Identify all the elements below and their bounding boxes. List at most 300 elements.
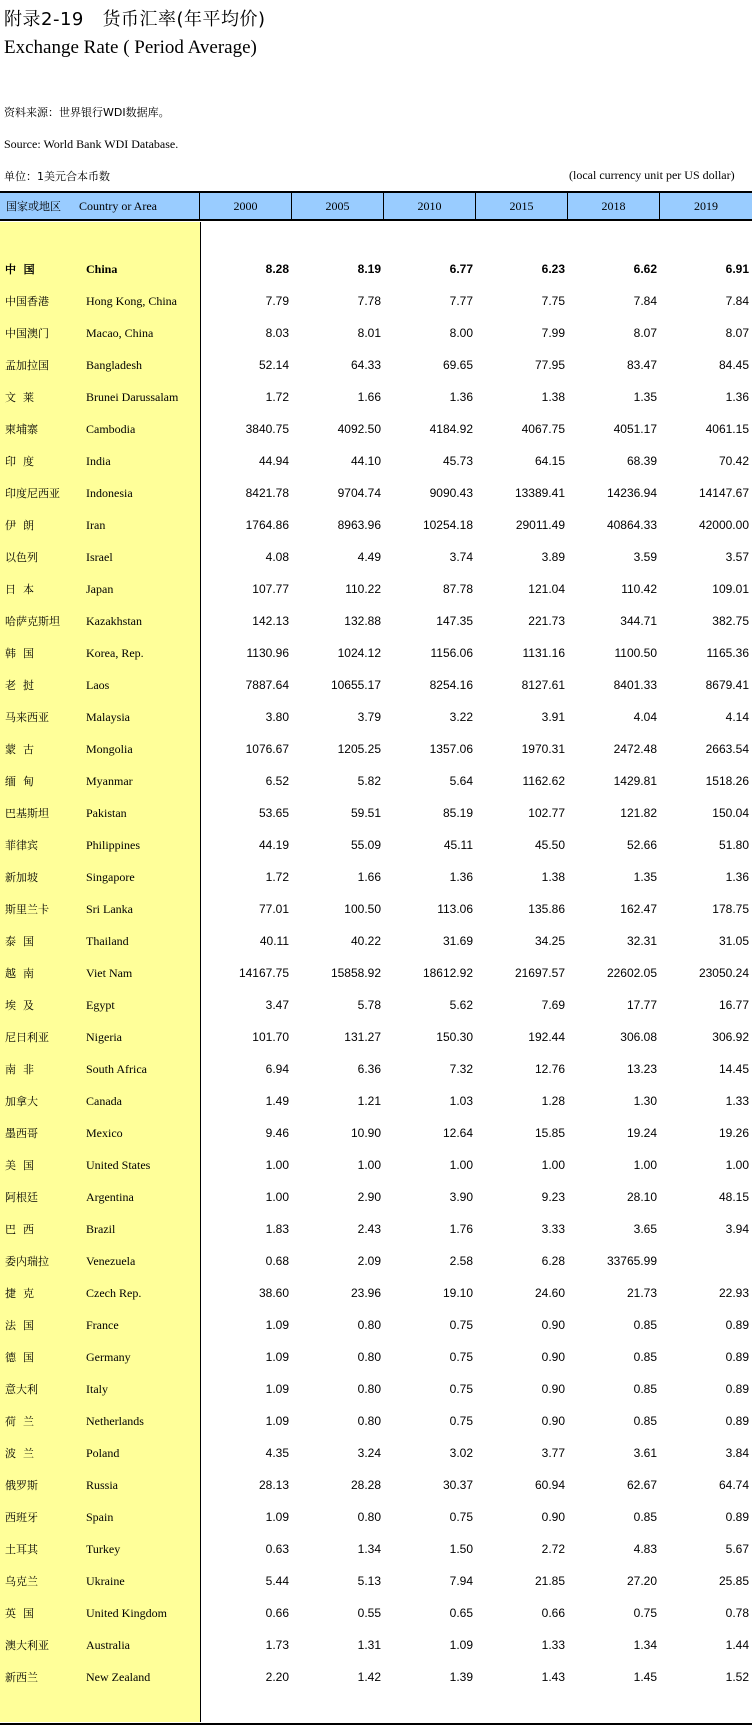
rate-value: 4067.75	[521, 422, 565, 436]
rate-value: 344.71	[620, 614, 657, 628]
table-row	[0, 1341, 752, 1373]
rate-value: 8963.96	[337, 518, 381, 532]
country-name-cn: 波 兰	[5, 1447, 34, 1460]
rate-value: 2.58	[449, 1254, 473, 1268]
rate-value: 28.28	[350, 1478, 381, 1492]
country-name-cn: 意大利	[5, 1383, 38, 1396]
rate-value: 7.79	[265, 294, 289, 308]
rate-value: 9704.74	[337, 486, 381, 500]
rate-value: 45.50	[534, 838, 565, 852]
rate-value: 7887.64	[245, 678, 289, 692]
country-name-en: Cambodia	[86, 421, 136, 436]
rate-value: 30.37	[442, 1478, 473, 1492]
rate-value: 1.36	[449, 870, 473, 884]
header-year: 2010	[384, 193, 476, 219]
country-name-cn: 委内瑞拉	[5, 1255, 49, 1268]
country-name-en: New Zealand	[86, 1669, 151, 1684]
rate-value: 84.45	[718, 358, 749, 372]
rate-value: 1.45	[633, 1670, 657, 1684]
rate-value: 17.77	[626, 998, 657, 1012]
rate-value: 9.23	[541, 1190, 565, 1204]
rate-value: 1.09	[265, 1414, 289, 1428]
table-row	[0, 573, 752, 605]
country-name-cn: 中国香港	[5, 295, 49, 308]
country-name-en: Germany	[86, 1349, 131, 1364]
rate-value: 1970.31	[521, 742, 565, 756]
rate-value: 77.01	[258, 902, 289, 916]
rate-value: 1.00	[725, 1158, 749, 1172]
rate-value: 0.65	[449, 1606, 473, 1620]
table-row	[0, 509, 752, 541]
country-name-cn: 尼日利亚	[5, 1031, 49, 1044]
country-name-cn: 埃 及	[5, 999, 34, 1012]
rate-value: 1.34	[633, 1638, 657, 1652]
rate-value: 0.85	[633, 1382, 657, 1396]
rate-value: 4092.50	[337, 422, 381, 436]
rate-value: 8.19	[357, 262, 381, 276]
table-header	[0, 191, 752, 221]
table-row	[0, 413, 752, 445]
rate-value: 0.66	[541, 1606, 565, 1620]
country-name-en: Thailand	[86, 933, 129, 948]
rate-value: 0.66	[265, 1606, 289, 1620]
table-row	[0, 1021, 752, 1053]
rate-value: 3.59	[633, 550, 657, 564]
rate-value: 0.89	[725, 1350, 749, 1364]
country-name-en: Mongolia	[86, 741, 133, 756]
country-name-cn: 美 国	[5, 1159, 34, 1172]
country-name-en: Bangladesh	[86, 357, 142, 372]
rate-value: 0.78	[725, 1606, 749, 1620]
rate-value: 69.65	[442, 358, 473, 372]
table-row	[0, 381, 752, 413]
rate-value: 1.21	[357, 1094, 381, 1108]
rate-value: 0.89	[725, 1414, 749, 1428]
country-name-en: Italy	[86, 1381, 108, 1396]
rate-value: 1.73	[265, 1638, 289, 1652]
rate-value: 0.80	[357, 1382, 381, 1396]
rate-value: 85.19	[442, 806, 473, 820]
rate-value: 21.85	[534, 1574, 565, 1588]
rate-value: 53.65	[258, 806, 289, 820]
unit-note-en: (local currency unit per US dollar)	[569, 168, 735, 182]
rate-value: 135.86	[528, 902, 565, 916]
rate-value: 8.00	[449, 326, 473, 340]
table-row	[0, 1405, 752, 1437]
rate-value: 192.44	[528, 1030, 565, 1044]
rate-value: 0.75	[449, 1414, 473, 1428]
rate-value: 1131.16	[522, 646, 565, 660]
rate-value: 9.46	[265, 1126, 289, 1140]
rate-value: 27.20	[626, 1574, 657, 1588]
country-name-cn: 捷 克	[5, 1287, 34, 1300]
rate-value: 150.30	[436, 1030, 473, 1044]
rate-value: 1076.67	[245, 742, 289, 756]
country-name-en: Argentina	[86, 1189, 134, 1204]
country-name-cn: 新加坡	[5, 871, 38, 884]
rate-value: 0.90	[541, 1510, 565, 1524]
country-name-en: Turkey	[86, 1541, 121, 1556]
rate-value: 0.55	[357, 1606, 381, 1620]
rate-value: 1.33	[541, 1638, 565, 1652]
rate-value: 8254.16	[429, 678, 473, 692]
rate-value: 1.09	[265, 1382, 289, 1396]
rate-value: 113.06	[437, 902, 473, 916]
country-name-en: Spain	[86, 1509, 114, 1524]
rate-value: 107.77	[252, 582, 289, 596]
rate-value: 19.10	[442, 1286, 473, 1300]
page-title-en: Exchange Rate ( Period Average)	[4, 37, 257, 58]
rate-value: 31.05	[718, 934, 749, 948]
rate-value: 0.89	[725, 1382, 749, 1396]
rate-value: 101.70	[252, 1030, 289, 1044]
rate-value: 4.08	[265, 550, 289, 564]
rate-value: 0.80	[357, 1350, 381, 1364]
rate-value: 1.39	[449, 1670, 473, 1684]
rate-value: 28.10	[626, 1190, 657, 1204]
rate-value: 5.44	[265, 1574, 289, 1588]
table-bottom-rule	[0, 1723, 752, 1725]
rate-value: 1.00	[265, 1190, 289, 1204]
rate-value: 1.28	[541, 1094, 565, 1108]
rate-value: 6.91	[725, 262, 749, 276]
rate-value: 0.85	[633, 1318, 657, 1332]
rate-value: 0.90	[541, 1318, 565, 1332]
rate-value: 1.72	[265, 870, 289, 884]
rate-value: 8401.33	[613, 678, 657, 692]
table-row	[0, 797, 752, 829]
rate-value: 6.52	[265, 774, 289, 788]
rate-value: 8127.61	[521, 678, 565, 692]
country-name-cn: 孟加拉国	[5, 359, 49, 372]
rate-value: 6.23	[541, 262, 565, 276]
table-row	[0, 1469, 752, 1501]
rate-value: 7.84	[633, 294, 657, 308]
rate-value: 21697.57	[514, 966, 565, 980]
rate-value: 13389.41	[514, 486, 565, 500]
country-name-en: India	[86, 453, 111, 468]
rate-value: 2.09	[357, 1254, 381, 1268]
rate-value: 44.10	[350, 454, 381, 468]
rate-value: 306.92	[712, 1030, 749, 1044]
rate-value: 1.66	[357, 390, 381, 404]
country-name-cn: 荷 兰	[5, 1415, 34, 1428]
table-row	[0, 445, 752, 477]
rate-value: 22.93	[718, 1286, 749, 1300]
country-name-en: Netherlands	[86, 1413, 144, 1428]
country-name-cn: 德 国	[5, 1351, 34, 1364]
country-name-cn: 中国澳门	[5, 327, 49, 340]
rate-value: 221.73	[528, 614, 565, 628]
rate-value: 59.51	[350, 806, 381, 820]
rate-value: 60.94	[534, 1478, 565, 1492]
rate-value: 1.09	[265, 1318, 289, 1332]
rate-value: 8.03	[265, 326, 289, 340]
rate-value: 1.43	[541, 1670, 565, 1684]
rate-value: 4.35	[265, 1446, 289, 1460]
rate-value: 4.04	[633, 710, 657, 724]
rate-value: 48.15	[718, 1190, 749, 1204]
rate-value: 147.35	[436, 614, 473, 628]
rate-value: 3.94	[725, 1222, 749, 1236]
rate-value: 87.78	[442, 582, 473, 596]
country-name-cn: 泰 国	[5, 935, 34, 948]
rate-value: 51.80	[718, 838, 749, 852]
country-name-cn: 墨西哥	[5, 1127, 38, 1140]
country-name-cn: 西班牙	[5, 1511, 38, 1524]
country-name-cn: 印度尼西亚	[5, 487, 60, 500]
rate-value: 4.14	[725, 710, 749, 724]
table-row	[0, 1661, 752, 1693]
rate-value: 2.20	[265, 1670, 289, 1684]
rate-value: 7.75	[541, 294, 565, 308]
rate-value: 5.13	[357, 1574, 381, 1588]
rate-value: 83.47	[626, 358, 657, 372]
rate-value: 8421.78	[245, 486, 289, 500]
table-row	[0, 1181, 752, 1213]
country-name-en: South Africa	[86, 1061, 147, 1076]
rate-value: 306.08	[620, 1030, 657, 1044]
rate-value: 6.94	[265, 1062, 289, 1076]
rate-value: 7.99	[541, 326, 565, 340]
rate-value: 1130.96	[246, 646, 289, 660]
rate-value: 38.60	[258, 1286, 289, 1300]
rate-value: 0.75	[449, 1318, 473, 1332]
rate-value: 0.75	[633, 1606, 657, 1620]
country-name-en: Japan	[86, 581, 114, 596]
country-name-en: Russia	[86, 1477, 119, 1492]
rate-value: 3.77	[541, 1446, 565, 1460]
rate-value: 1.76	[449, 1222, 473, 1236]
country-name-en: Brazil	[86, 1221, 116, 1236]
table-row	[0, 1213, 752, 1245]
rate-value: 12.64	[442, 1126, 473, 1140]
rate-value: 1.09	[449, 1638, 473, 1652]
table-row	[0, 733, 752, 765]
rate-value: 110.22	[345, 582, 381, 596]
country-name-cn: 土耳其	[5, 1543, 38, 1556]
country-name-cn: 巴基斯坦	[5, 807, 49, 820]
rate-value: 19.26	[718, 1126, 749, 1140]
rate-value: 29011.49	[515, 518, 565, 532]
rate-value: 1.72	[265, 390, 289, 404]
rate-value: 0.68	[265, 1254, 289, 1268]
country-name-cn: 乌克兰	[5, 1575, 38, 1588]
table-row	[0, 669, 752, 701]
rate-value: 3.33	[541, 1222, 565, 1236]
rate-value: 102.77	[528, 806, 565, 820]
rate-value: 10655.17	[330, 678, 381, 692]
rate-value: 0.85	[633, 1414, 657, 1428]
country-name-cn: 越 南	[5, 967, 34, 980]
rate-value: 1.42	[357, 1670, 381, 1684]
rate-value: 3.90	[449, 1190, 473, 1204]
rate-value: 0.63	[265, 1542, 289, 1556]
table-row	[0, 701, 752, 733]
rate-value: 142.13	[252, 614, 289, 628]
country-name-cn: 英 国	[5, 1607, 34, 1620]
rate-value: 21.73	[626, 1286, 657, 1300]
table-row	[0, 925, 752, 957]
rate-value: 0.90	[541, 1350, 565, 1364]
rate-value: 2.43	[357, 1222, 381, 1236]
rate-value: 2.90	[357, 1190, 381, 1204]
rate-value: 8.07	[725, 326, 749, 340]
rate-value: 3.57	[725, 550, 749, 564]
rate-value: 1156.06	[430, 646, 473, 660]
country-name-en: Sri Lanka	[86, 901, 133, 916]
rate-value: 64.33	[350, 358, 381, 372]
rate-value: 4051.17	[613, 422, 657, 436]
country-name-cn: 蒙 古	[5, 743, 34, 756]
rate-value: 5.64	[449, 774, 473, 788]
rate-value: 5.62	[449, 998, 473, 1012]
rate-value: 1.00	[633, 1158, 657, 1172]
rate-value: 3.22	[449, 710, 473, 724]
country-name-en: Viet Nam	[86, 965, 133, 980]
table-row	[0, 1533, 752, 1565]
country-name-cn: 俄罗斯	[5, 1479, 38, 1492]
country-name-en: Philippines	[86, 837, 141, 852]
country-name-cn: 缅 甸	[5, 775, 34, 788]
rate-value: 13.23	[626, 1062, 657, 1076]
country-name-cn: 中 国	[5, 263, 35, 276]
rate-value: 121.82	[620, 806, 657, 820]
rate-value: 7.32	[449, 1062, 473, 1076]
country-name-en: Nigeria	[86, 1029, 122, 1044]
country-name-en: Ukraine	[86, 1573, 125, 1588]
table-row	[0, 1149, 752, 1181]
rate-value: 1.49	[265, 1094, 289, 1108]
country-name-cn: 伊 朗	[5, 519, 34, 532]
rate-value: 7.77	[449, 294, 473, 308]
rate-value: 3.84	[725, 1446, 749, 1460]
rate-value: 0.80	[357, 1414, 381, 1428]
rate-value: 33765.99	[606, 1254, 657, 1268]
rate-value: 1.09	[265, 1350, 289, 1364]
rate-value: 7.69	[541, 998, 565, 1012]
exchange-rate-table	[0, 191, 752, 1726]
rate-value: 109.01	[712, 582, 749, 596]
rate-value: 45.73	[442, 454, 473, 468]
rate-value: 10254.18	[422, 518, 473, 532]
table-row	[0, 1629, 752, 1661]
rate-value: 31.69	[442, 934, 473, 948]
rate-value: 22602.05	[606, 966, 657, 980]
table-row	[0, 1597, 752, 1629]
rate-value: 15.85	[534, 1126, 565, 1140]
header-country-cn: 国家或地区	[6, 200, 61, 213]
rate-value: 6.36	[357, 1062, 381, 1076]
country-name-cn: 以色列	[5, 551, 38, 564]
rate-value: 1.31	[357, 1638, 381, 1652]
rate-value: 1.50	[449, 1542, 473, 1556]
rate-value: 14236.94	[606, 486, 657, 500]
country-name-cn: 斯里兰卡	[5, 903, 49, 916]
country-name-en: Venezuela	[86, 1253, 136, 1268]
rate-value: 1.35	[633, 870, 657, 884]
rate-value: 131.27	[344, 1030, 381, 1044]
rate-value: 1.00	[541, 1158, 565, 1172]
table-row	[0, 1501, 752, 1533]
country-name-en: Mexico	[86, 1125, 123, 1140]
table-row	[0, 253, 752, 285]
rate-value: 1518.26	[705, 774, 749, 788]
country-name-cn: 韩 国	[5, 647, 34, 660]
country-name-en: China	[86, 261, 118, 276]
rate-value: 1.36	[725, 870, 749, 884]
country-name-cn: 哈萨克斯坦	[5, 615, 60, 628]
table-row	[0, 1565, 752, 1597]
unit-note-cn: 单位：1美元合本币数	[4, 170, 110, 183]
rate-value: 18612.92	[422, 966, 473, 980]
country-name-en: United States	[86, 1157, 151, 1172]
rate-value: 1.03	[449, 1094, 473, 1108]
rate-value: 45.11	[443, 838, 473, 852]
country-name-cn: 巴 西	[5, 1223, 34, 1236]
rate-value: 382.75	[712, 614, 749, 628]
rate-value: 1165.36	[706, 646, 749, 660]
rate-value: 0.75	[449, 1510, 473, 1524]
table-row	[0, 1373, 752, 1405]
rate-value: 77.95	[534, 358, 565, 372]
rate-value: 3.61	[633, 1446, 657, 1460]
table-row	[0, 477, 752, 509]
rate-value: 40864.33	[606, 518, 657, 532]
rate-value: 1.00	[357, 1158, 381, 1172]
rate-value: 64.15	[534, 454, 565, 468]
country-name-cn: 柬埔寨	[5, 423, 38, 436]
rate-value: 70.42	[718, 454, 749, 468]
rate-value: 1.00	[265, 1158, 289, 1172]
country-name-en: Myanmar	[86, 773, 133, 788]
rate-value: 0.89	[725, 1318, 749, 1332]
rate-value: 1.34	[357, 1542, 381, 1556]
country-name-en: Kazakhstan	[86, 613, 142, 628]
rate-value: 150.04	[712, 806, 749, 820]
table-row	[0, 989, 752, 1021]
rate-value: 0.75	[449, 1382, 473, 1396]
rate-value: 52.66	[626, 838, 657, 852]
country-name-cn: 阿根廷	[5, 1191, 38, 1204]
rate-value: 4.49	[357, 550, 381, 564]
rate-value: 3.24	[357, 1446, 381, 1460]
table-body	[0, 253, 752, 1693]
rate-value: 8.07	[633, 326, 657, 340]
table-row	[0, 1245, 752, 1277]
rate-value: 7.84	[725, 294, 749, 308]
header-year: 2018	[568, 193, 660, 219]
rate-value: 1.44	[725, 1638, 749, 1652]
header-year: 2000	[200, 193, 292, 219]
table-row	[0, 1085, 752, 1117]
country-name-en: Brunei Darussalam	[86, 389, 179, 404]
rate-value: 3.47	[265, 998, 289, 1012]
table-row	[0, 893, 752, 925]
rate-value: 4061.15	[705, 422, 749, 436]
rate-value: 10.90	[350, 1126, 381, 1140]
country-name-en: Indonesia	[86, 485, 133, 500]
rate-value: 64.74	[718, 1478, 749, 1492]
rate-value: 24.60	[534, 1286, 565, 1300]
source-note-en: Source: World Bank WDI Database.	[4, 137, 179, 151]
header-country-en: Country or Area	[79, 198, 157, 213]
rate-value: 0.85	[633, 1510, 657, 1524]
rate-value: 6.28	[541, 1254, 565, 1268]
country-name-en: Pakistan	[86, 805, 127, 820]
table-row	[0, 541, 752, 573]
rate-value: 1.83	[265, 1222, 289, 1236]
